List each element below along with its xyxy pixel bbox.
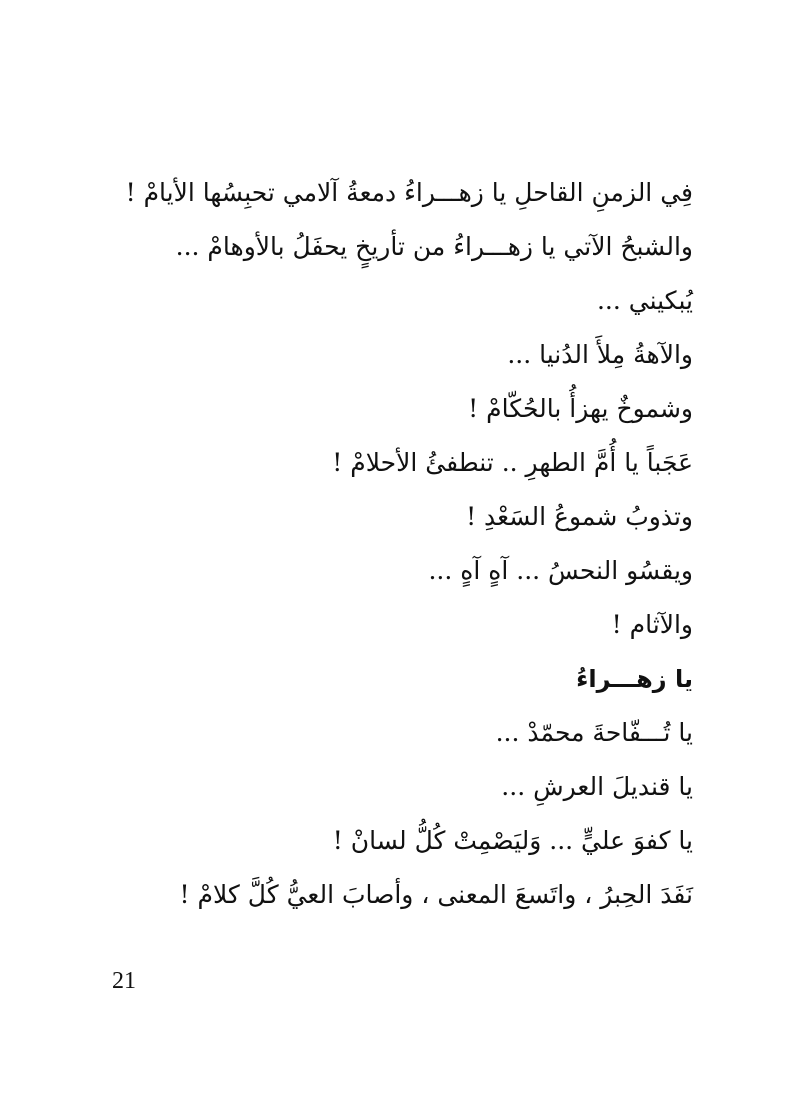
poem-line: فِي الزمنِ القاحلِ يا زهـــراءُ دمعةُ آلامي تحبِسُها الأيامْ ! [125, 178, 693, 207]
poem-line: ويقسُو النحسُ ... آهٍ آهٍ ... [428, 556, 693, 585]
poem-line: يُبكيني ... [596, 286, 693, 315]
poem-line: وتذوبُ شموعُ السَعْدِ ! [466, 502, 693, 531]
poem-line: يا تُـــفّاحةَ محمّدْ ... [495, 718, 693, 747]
poem-line: نَفَدَ الحِبرُ ، واتَسعَ المعنى ، وأصابَ العيُّ كُلَّ كلامْ ! [179, 880, 693, 909]
poem-line: عَجَباً يا أُمَّ الطهرِ .. تنطفئُ الأحلامْ ! [332, 448, 693, 477]
poem-line: وشموخٌ يهزأُ بالحُكّامْ ! [468, 394, 693, 423]
poem-line: يا كفوَ عليٍّ ... وَليَصْمِتْ كُلُّ لسانْ ! [332, 826, 693, 855]
poem-heading-line: يا زهـــراءُ [576, 665, 693, 693]
poem-line: والآهةُ مِلأَ الدُنيا ... [507, 340, 693, 369]
poem-line: والشبحُ الآتي يا زهـــراءُ من تأريخٍ يحفَلُ بالأوهامْ ... [175, 232, 693, 261]
poem-body [93, 166, 693, 922]
poem-line: والآثام ! [611, 610, 693, 639]
page-number: 21 [112, 968, 136, 994]
poem-line: يا قنديلَ العرشِ ... [501, 772, 693, 801]
